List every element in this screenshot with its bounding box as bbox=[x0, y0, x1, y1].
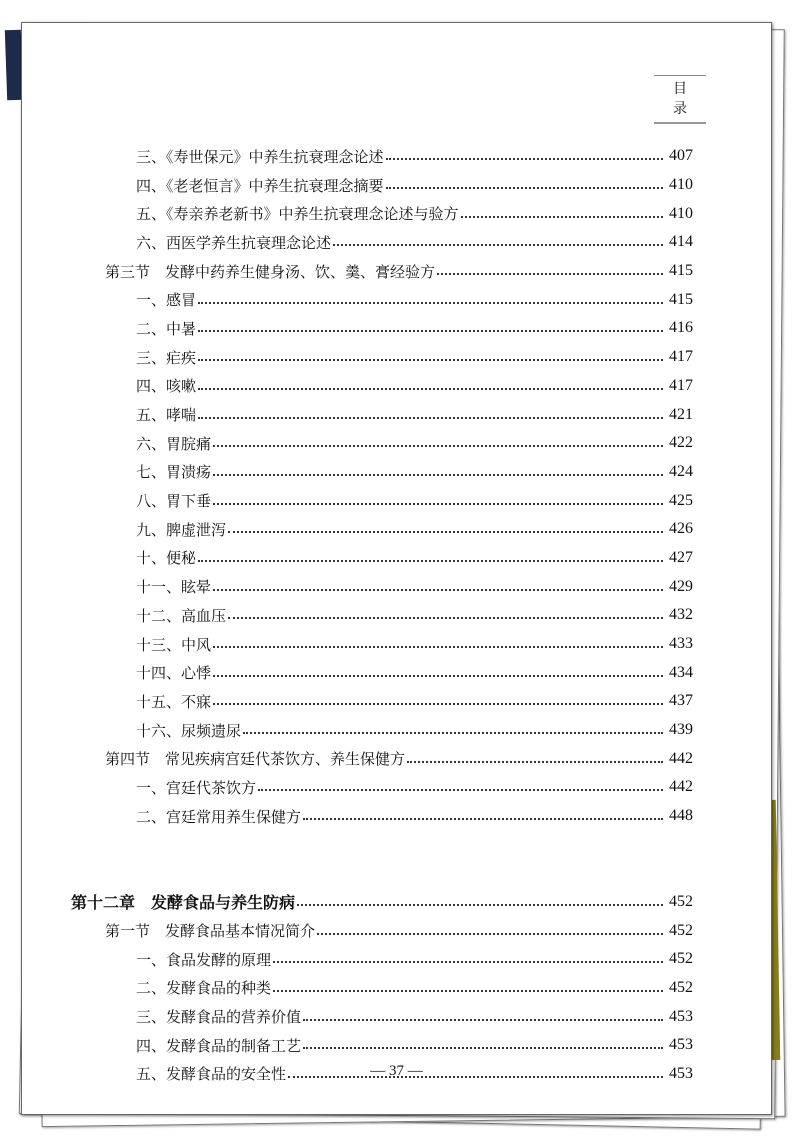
toc-item[interactable] bbox=[22, 544, 771, 573]
toc-item[interactable] bbox=[22, 802, 771, 831]
toc-entry-page: 417 bbox=[669, 376, 693, 394]
toc-entry-title: 十一、眩晕 bbox=[136, 578, 212, 597]
toc-entry-title: 十、便秘 bbox=[136, 549, 197, 568]
toc-item[interactable] bbox=[22, 1031, 771, 1060]
toc-entry-title: 四、发酵食品的制备工艺 bbox=[136, 1036, 302, 1055]
toc-chapter[interactable] bbox=[22, 888, 771, 917]
toc-item[interactable] bbox=[22, 285, 771, 314]
dot-leader bbox=[198, 560, 663, 562]
toc-entry-page: 452 bbox=[669, 950, 693, 968]
toc-entry-title: 七、胃溃疡 bbox=[136, 463, 212, 482]
dot-leader bbox=[213, 646, 663, 648]
table-of-contents bbox=[22, 142, 771, 1088]
page-number: — 37 — bbox=[370, 1063, 423, 1079]
dot-leader bbox=[297, 904, 663, 906]
dot-leader bbox=[213, 445, 663, 447]
toc-entry-page: 407 bbox=[669, 147, 693, 165]
toc-entry-page: 415 bbox=[669, 262, 693, 280]
toc-entry-page: 448 bbox=[669, 807, 693, 825]
toc-entry-page: 410 bbox=[669, 176, 693, 194]
dot-leader bbox=[228, 617, 663, 619]
dot-leader bbox=[213, 474, 663, 476]
dot-leader bbox=[461, 216, 663, 218]
toc-entry-page: 452 bbox=[669, 978, 693, 996]
toc-item[interactable] bbox=[22, 458, 771, 487]
toc-item[interactable] bbox=[22, 142, 771, 171]
toc-item[interactable] bbox=[22, 343, 771, 372]
toc-entry-title: 十四、心悸 bbox=[136, 664, 212, 683]
dot-leader bbox=[198, 330, 663, 332]
dot-leader bbox=[213, 503, 663, 505]
toc-entry-page: 427 bbox=[669, 548, 693, 566]
dot-leader bbox=[303, 1047, 663, 1049]
toc-item[interactable] bbox=[22, 1002, 771, 1031]
toc-item[interactable] bbox=[22, 974, 771, 1003]
toc-entry-page: 425 bbox=[669, 491, 693, 509]
toc-item[interactable] bbox=[22, 228, 771, 257]
toc-entry-title: 五、发酵食品的安全性 bbox=[136, 1065, 287, 1084]
toc-entry-title: 二、宫廷常用养生保健方 bbox=[136, 807, 302, 826]
toc-page bbox=[21, 22, 772, 1115]
toc-entry-page: 442 bbox=[669, 778, 693, 796]
toc-entry-page: 434 bbox=[669, 663, 693, 681]
toc-entry-page: 453 bbox=[669, 1064, 693, 1082]
dot-leader bbox=[198, 302, 663, 304]
running-header: 目 录 bbox=[654, 75, 706, 124]
toc-entry-page: 433 bbox=[669, 635, 693, 653]
dot-leader bbox=[213, 675, 663, 677]
toc-entry-page: 429 bbox=[669, 577, 693, 595]
toc-item[interactable] bbox=[22, 716, 771, 745]
dot-leader bbox=[386, 187, 663, 189]
toc-item[interactable] bbox=[22, 687, 771, 716]
toc-item[interactable] bbox=[22, 601, 771, 630]
toc-entry-title: 十五、不寐 bbox=[136, 692, 212, 711]
toc-entry-title: 第十二章 发酵食品与养生防病 bbox=[71, 893, 296, 913]
toc-entry-page: 442 bbox=[669, 749, 693, 767]
toc-entry-page: 432 bbox=[669, 606, 693, 624]
dot-leader bbox=[198, 388, 663, 390]
toc-entry-title: 十六、尿频遗尿 bbox=[136, 721, 242, 740]
toc-entry-title: 八、胃下垂 bbox=[136, 492, 212, 511]
toc-entry-title: 三、发酵食品的营养价值 bbox=[136, 1008, 302, 1027]
toc-entry-title: 四、《老老恒言》中养生抗衰理念摘要 bbox=[136, 176, 384, 195]
toc-entry-page: 452 bbox=[669, 892, 693, 910]
toc-item[interactable] bbox=[22, 400, 771, 429]
toc-entry-title: 三、疟疾 bbox=[136, 348, 197, 367]
toc-entry-page: 426 bbox=[669, 520, 693, 538]
toc-entry-title: 第三节 发酵中药养生健身汤、饮、羹、膏经验方 bbox=[105, 264, 436, 281]
toc-entry-page: 453 bbox=[669, 1036, 693, 1054]
dot-leader bbox=[317, 933, 663, 935]
toc-item[interactable] bbox=[22, 199, 771, 228]
dot-leader bbox=[386, 158, 663, 160]
toc-entry-title: 九、脾虚泄泻 bbox=[136, 520, 227, 539]
dot-leader bbox=[407, 761, 663, 763]
toc-item[interactable] bbox=[22, 572, 771, 601]
toc-entry-page: 424 bbox=[669, 462, 693, 480]
dot-leader bbox=[198, 417, 663, 419]
toc-entry-page: 415 bbox=[669, 290, 693, 308]
dot-leader bbox=[243, 732, 663, 734]
dot-leader bbox=[213, 703, 663, 705]
dot-leader bbox=[303, 818, 663, 820]
toc-entry-page: 417 bbox=[669, 348, 693, 366]
toc-entry-page: 414 bbox=[669, 233, 693, 251]
toc-entry-page: 453 bbox=[669, 1007, 693, 1025]
toc-entry-page: 422 bbox=[669, 434, 693, 452]
toc-entry-page: 452 bbox=[669, 921, 693, 939]
toc-entry-title: 第四节 常见疾病宫廷代茶饮方、养生保健方 bbox=[105, 752, 406, 769]
toc-item[interactable] bbox=[22, 372, 771, 401]
dot-leader bbox=[198, 359, 663, 361]
toc-item[interactable] bbox=[22, 945, 771, 974]
toc-entry-title: 五、《寿亲养老新书》中养生抗衰理念论述与验方 bbox=[136, 205, 459, 224]
toc-entry-page: 437 bbox=[669, 692, 693, 710]
toc-entry-title: 三、《寿世保元》中养生抗衰理念论述 bbox=[136, 147, 384, 166]
toc-entry-page: 421 bbox=[669, 405, 693, 423]
toc-section[interactable] bbox=[22, 744, 771, 773]
dot-leader bbox=[228, 531, 663, 533]
dot-leader bbox=[258, 789, 663, 791]
dot-leader bbox=[303, 1019, 663, 1021]
toc-item[interactable] bbox=[22, 773, 771, 802]
toc-entry-page: 410 bbox=[669, 204, 693, 222]
toc-section[interactable] bbox=[22, 257, 771, 286]
toc-entry-title: 十二、高血压 bbox=[136, 606, 227, 625]
toc-item[interactable] bbox=[22, 486, 771, 515]
toc-item[interactable] bbox=[22, 171, 771, 200]
toc-entry-title: 二、发酵食品的种类 bbox=[136, 979, 272, 998]
dot-leader bbox=[273, 961, 663, 963]
toc-entry-title: 五、哮喘 bbox=[136, 406, 197, 425]
toc-entry-title: 四、咳嗽 bbox=[136, 377, 197, 396]
toc-item[interactable] bbox=[22, 429, 771, 458]
toc-entry-title: 十三、中风 bbox=[136, 635, 212, 654]
toc-item[interactable] bbox=[22, 630, 771, 659]
toc-item[interactable] bbox=[22, 314, 771, 343]
toc-entry-title: 第一节 发酵食品基本情况简介 bbox=[105, 924, 316, 941]
toc-entry-title: 二、中暑 bbox=[136, 319, 197, 338]
toc-entry-title: 六、胃脘痛 bbox=[136, 434, 212, 453]
toc-section[interactable] bbox=[22, 916, 771, 945]
dot-leader bbox=[273, 990, 663, 992]
dot-leader bbox=[437, 273, 663, 275]
toc-entry-page: 439 bbox=[669, 721, 693, 739]
toc-entry-title: 一、宫廷代茶饮方 bbox=[136, 778, 257, 797]
toc-entry-title: 一、食品发酵的原理 bbox=[136, 950, 272, 969]
toc-entry-title: 一、感冒 bbox=[136, 291, 197, 310]
toc-entry-page: 416 bbox=[669, 319, 693, 337]
toc-item[interactable] bbox=[22, 658, 771, 687]
dot-leader bbox=[213, 589, 663, 591]
toc-entry-title: 六、西医学养生抗衰理念论述 bbox=[136, 233, 332, 252]
dot-leader bbox=[333, 244, 663, 246]
toc-item[interactable] bbox=[22, 515, 771, 544]
